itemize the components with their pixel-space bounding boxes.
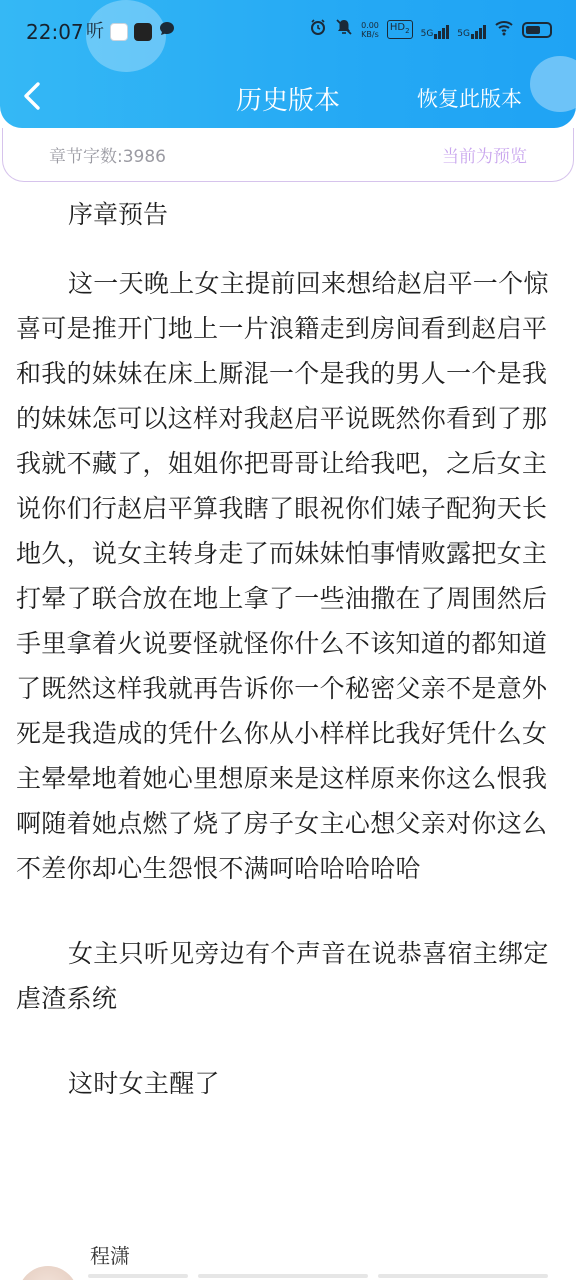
app-dark-icon (134, 23, 152, 41)
paragraph: 这时女主醒了 (68, 1069, 220, 1098)
chat-bubble-icon (158, 20, 176, 43)
battery-icon (522, 22, 552, 38)
hd-label: HD (389, 22, 406, 33)
preview-status: 当前为预览 (442, 147, 527, 167)
signal-bars (434, 21, 449, 39)
signal-sim2-icon (457, 21, 486, 39)
app-icon (110, 23, 128, 41)
signal-sim1-icon (421, 21, 450, 39)
alarm-icon (309, 18, 327, 41)
chapter-content (16, 192, 562, 1146)
hd-sub: 2 (405, 27, 410, 35)
ting-app-icon: 听 (86, 20, 104, 42)
nav-bar (0, 70, 576, 124)
bottom-comment-peek (0, 1238, 576, 1280)
commenter-name: 程潇 (90, 1244, 130, 1268)
sim1-label: 5G (420, 28, 434, 39)
signal-bars (471, 21, 486, 39)
wifi-icon (494, 18, 514, 41)
paragraph: 女主只听见旁边有个声音在说恭喜宿主绑定虐渣系统 (16, 939, 549, 1013)
sim2-label: 5G (457, 28, 470, 39)
net-speed-unit: KB/s (361, 29, 379, 39)
restore-version-button[interactable]: 恢复此版本 (417, 87, 522, 111)
paragraph: 这一天晚上女主提前回来想给赵启平一个惊喜可是推开门地上一片浪籍走到房间看到赵启平和我的妹妹在床上厮混一个是我的男人一个是我的妹妹怎可以这样对我赵启平说既然你看到了那我就不藏了，姐姐你把哥哥让给我吧，之后女主说你们行赵启平算我瞎了眼祝你们婊子配狗天长地久，说女主转身走了而妹妹怕事情败露把女主打晕了联合放在地上拿了一些油撒在了周围然后手里拿着火说要怪就怪你什么不该知道的都知道了既然这样我就再告诉你一个秘密父亲不是意外死是我造成的凭什么你从小样样比我好凭什么女主晕晕地着她心里想原来是这样原来你这么恨我啊随着她点燃了烧了房子女主心想父亲对你这么不差你却心生怨恨不满呵哈哈哈哈哈 (16, 269, 549, 883)
status-bar (0, 12, 576, 52)
system-icons (309, 18, 552, 41)
notification-icons (86, 20, 176, 43)
peek-placeholder-lines (88, 1274, 548, 1278)
hd-voice-icon (387, 20, 413, 39)
chapter-title: 序章预告 (68, 200, 169, 229)
header (0, 0, 576, 128)
net-speed-value: 0.00 (361, 20, 379, 30)
avatar[interactable] (18, 1266, 78, 1280)
mute-bell-icon (335, 18, 353, 41)
page-title: 历史版本 (235, 86, 340, 116)
info-bar (2, 128, 574, 182)
word-count: 章节字数:3986 (49, 147, 166, 167)
net-speed (361, 21, 379, 39)
status-time: 22:07 (26, 20, 84, 44)
